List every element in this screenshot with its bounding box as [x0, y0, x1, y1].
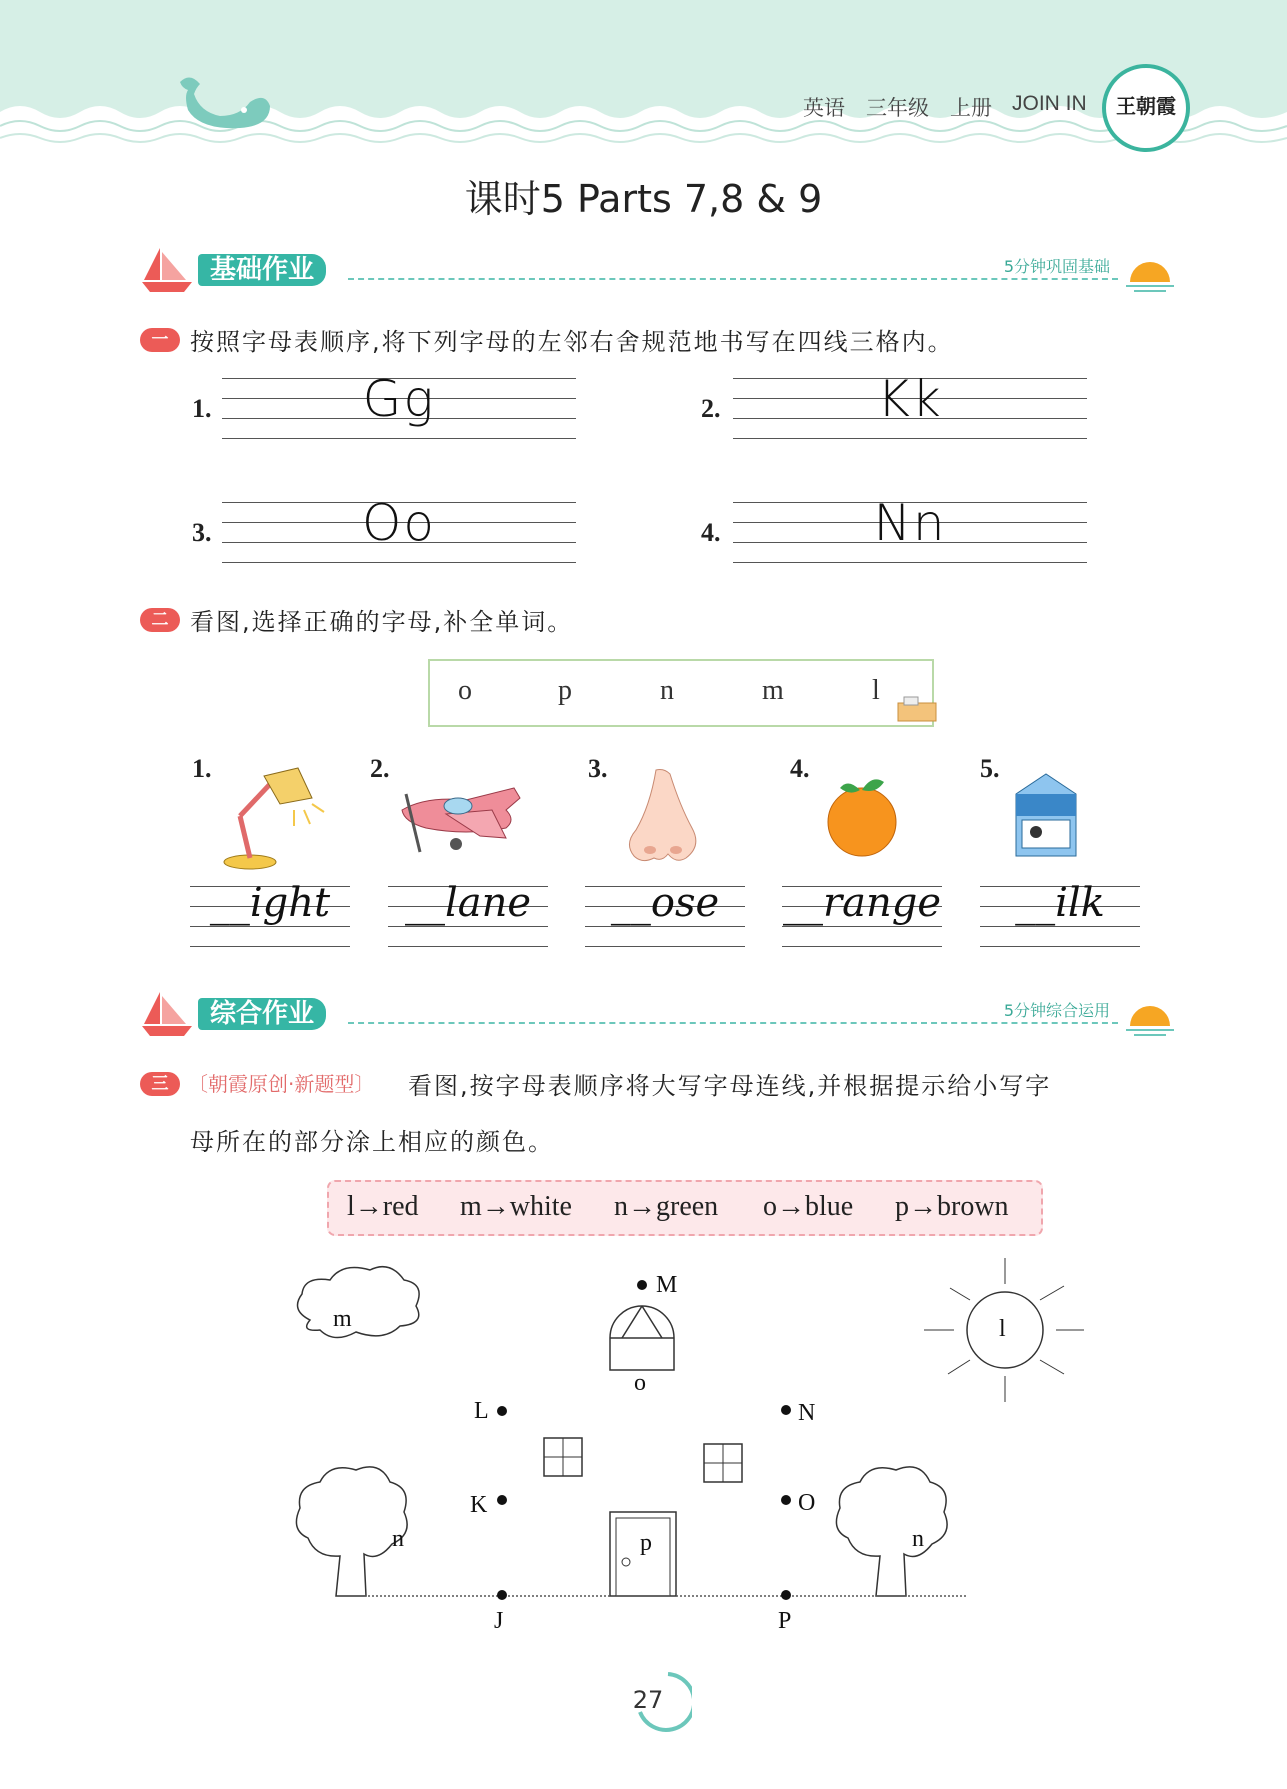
item-number: 3. [192, 518, 212, 547]
four-line-grid[interactable] [222, 494, 576, 562]
sun-letter: l [999, 1316, 1006, 1342]
four-line-grid[interactable] [733, 494, 1087, 562]
nose-icon [620, 766, 706, 866]
header-series: JOIN IN [1012, 92, 1087, 115]
dot-label-M: M [656, 1272, 678, 1298]
dot-label-O: O [798, 1490, 816, 1516]
choice-letter: l [872, 675, 880, 706]
orange-icon [820, 770, 904, 860]
dot-label-N: N [798, 1400, 816, 1426]
header-subject: 英语 [803, 96, 845, 120]
word-to-complete: __range [782, 880, 941, 926]
dot-label-L: L [474, 1398, 489, 1424]
dot-N[interactable] [781, 1405, 791, 1415]
right-tree-shape[interactable] [836, 1467, 947, 1596]
word-to-complete: __lane [404, 880, 532, 926]
item-number: 4. [701, 518, 721, 547]
banner-divider [348, 1022, 1118, 1024]
section-title-basic: 基础作业 [198, 254, 326, 286]
color-key-item: m→white [460, 1191, 572, 1222]
choice-letter: p [558, 675, 572, 706]
letter-pair: Oo [362, 494, 436, 552]
item-number: 1. [192, 754, 212, 783]
color-key-item: p→brown [895, 1191, 1009, 1222]
question-instruction-1: 按照字母表顺序,将下列字母的左邻右舍规范地书写在四线三格内。 [190, 328, 954, 356]
cloud-letter: m [333, 1306, 352, 1332]
letter-pair: Nn [873, 494, 947, 552]
dot-K[interactable] [497, 1495, 507, 1505]
color-key-box [327, 1180, 1043, 1236]
whale-icon [170, 72, 280, 134]
left-tree-letter: n [392, 1526, 404, 1552]
choice-letter: m [762, 675, 784, 706]
dot-J[interactable] [497, 1590, 507, 1600]
four-line-grid[interactable] [190, 880, 350, 946]
item-number: 2. [370, 754, 390, 783]
four-line-grid[interactable] [782, 880, 942, 946]
banner-divider [348, 278, 1118, 280]
header-grade: 三年级 [866, 96, 929, 120]
question-badge-3: 三 [140, 1072, 180, 1096]
dot-label-K: K [470, 1492, 488, 1518]
header-volume: 上册 [950, 96, 992, 120]
cloud-shape[interactable] [298, 1267, 420, 1338]
plane-icon [396, 770, 530, 858]
item-number: 3. [588, 754, 608, 783]
color-key-item: l→red [347, 1191, 419, 1222]
four-line-grid[interactable] [585, 880, 745, 946]
dot-O[interactable] [781, 1495, 791, 1505]
question-instruction-2: 看图,选择正确的字母,补全单词。 [190, 608, 574, 636]
letter-choice-box [428, 659, 934, 727]
four-line-grid[interactable] [222, 370, 576, 438]
item-number: 1. [192, 394, 212, 423]
word-to-complete: __ilk [1015, 880, 1105, 926]
section-banner-basic [138, 240, 1178, 300]
milk-carton-icon [1006, 770, 1086, 860]
lesson-title: 课时5 Parts 7,8 & 9 [464, 177, 823, 221]
section-title-comprehensive: 综合作业 [198, 998, 326, 1030]
sailboat-icon [140, 990, 194, 1038]
dot-label-J: J [494, 1608, 504, 1634]
letter-pair: Gg [362, 370, 436, 428]
four-line-grid[interactable] [388, 880, 548, 946]
question-instruction-3b: 母所在的部分涂上相应的颜色。 [190, 1128, 554, 1156]
eraser-icon [896, 695, 938, 723]
section-time-basic: 5分钟巩固基础 [1003, 257, 1110, 276]
letter-pair: Kk [877, 370, 943, 428]
item-number: 2. [701, 394, 721, 423]
question-badge-2: 二 [140, 608, 180, 632]
dot-to-dot-picture[interactable] [280, 1250, 980, 1630]
four-line-grid[interactable] [980, 880, 1140, 946]
word-to-complete: __ose [610, 880, 720, 926]
item-number: 5. [980, 754, 1000, 783]
lamp-icon [220, 758, 330, 870]
brand-name: 王朝霞 [1116, 94, 1176, 118]
item-number: 4. [790, 754, 810, 783]
roof-window-letter: o [634, 1370, 646, 1396]
dot-label-P: P [778, 1608, 792, 1634]
section-banner-comprehensive [138, 984, 1178, 1044]
sunrise-icon [1122, 998, 1178, 1038]
choice-letter: n [660, 675, 674, 706]
left-tree-shape[interactable] [296, 1467, 407, 1596]
word-to-complete: __ight [209, 880, 331, 926]
door-letter: p [640, 1530, 652, 1556]
question-instruction-3a: 看图,按字母表顺序将大写字母连线,并根据提示给小写字 [408, 1072, 1052, 1100]
question-tag: 〔朝霞原创·新题型〕 [188, 1072, 375, 1096]
sunrise-icon [1122, 254, 1178, 294]
sailboat-icon [140, 246, 194, 294]
question-badge-1: 一 [140, 328, 180, 352]
page-number: 27 [632, 1686, 664, 1714]
color-key-item: n→green [614, 1191, 719, 1222]
color-key-item: o→blue [763, 1191, 854, 1222]
right-tree-letter: n [912, 1526, 924, 1552]
dot-M[interactable] [637, 1280, 647, 1290]
dot-L[interactable] [497, 1406, 507, 1416]
section-time-comprehensive: 5分钟综合运用 [1003, 1001, 1110, 1020]
choice-letter: o [458, 675, 472, 706]
dot-P[interactable] [781, 1590, 791, 1600]
brand-logo [1102, 64, 1190, 152]
four-line-grid[interactable] [733, 370, 1087, 438]
